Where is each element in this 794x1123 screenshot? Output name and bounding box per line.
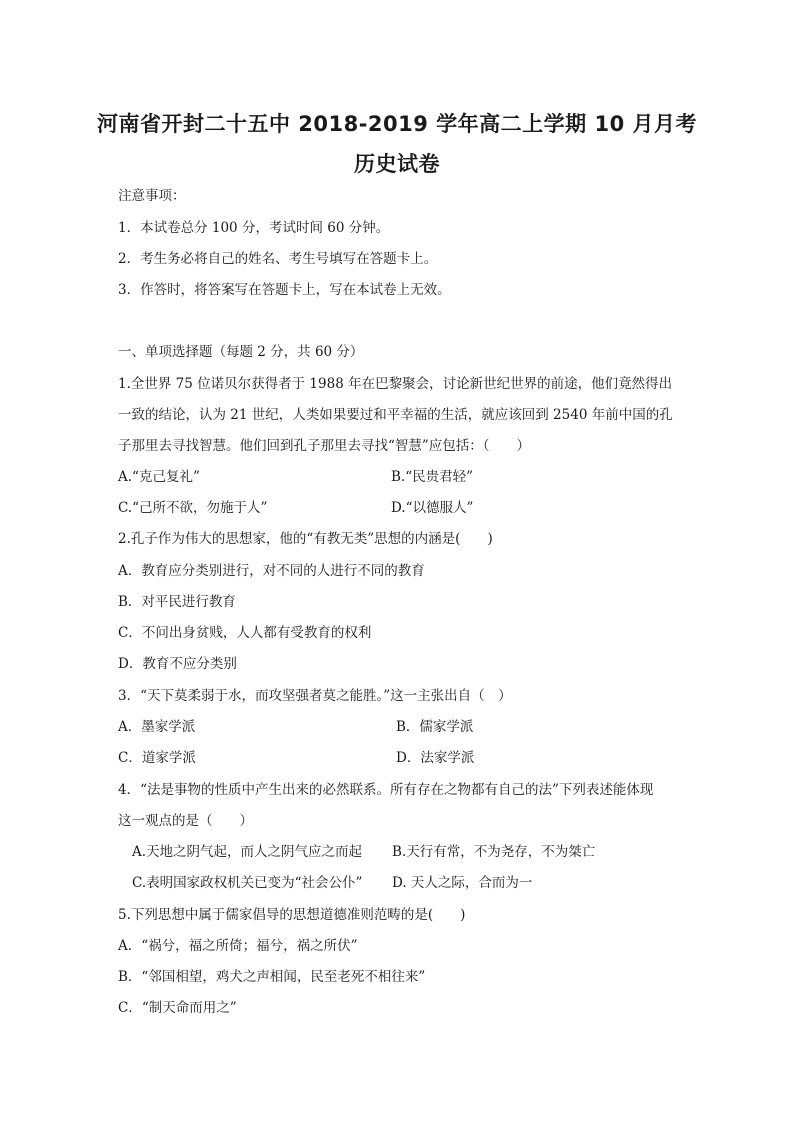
question-2-option-d: D．教育不应分类别: [118, 656, 237, 672]
question-1-option-a: A.“克己复礼”: [118, 469, 200, 485]
question-5-option-c: C．“制天命而用之”: [118, 1000, 237, 1016]
question-2-option-c: C．不问出身贫贱，人人都有受教育的权利: [118, 625, 372, 641]
notes-heading: 注意事项：: [118, 188, 186, 204]
question-1-option-c: C.“己所不欲，勿施于人”: [118, 500, 268, 516]
question-1-option-d: D.“以德服人”: [391, 500, 474, 516]
exam-title: 河南省开封二十五中 2018-2019 学年高二上学期 10 月月考: [96, 112, 698, 136]
question-5-option-a: A．“祸兮，福之所倚；福兮，祸之所伏”: [118, 938, 358, 954]
question-4-option-c: C.表明国家政权机关已变为“社会公仆”: [132, 875, 363, 891]
question-2-option-b: B．对平民进行教育: [118, 594, 236, 610]
exam-subtitle: 历史试卷: [354, 152, 440, 176]
question-4-option-b: B.天行有常，不为尧存，不为桀亡: [392, 844, 596, 860]
question-4-stem: 这一观点的是（ ）: [118, 813, 253, 829]
question-4-option-a: A.天地之阴气起，而人之阴气应之而起: [132, 844, 363, 860]
question-4-option-d: D. 天人之际，合而为一: [392, 875, 533, 891]
question-3-option-a: A．墨家学派: [118, 719, 196, 735]
question-3-option-c: C．道家学派: [118, 750, 196, 766]
question-2-stem: 2.孔子作为伟大的思想家，他的“有教无类”思想的内涵是( ): [118, 531, 493, 547]
question-3-stem: 3．“天下莫柔弱于水，而攻坚强者莫之能胜。”这一主张出自（ ）: [118, 688, 512, 704]
question-5-option-b: B．“邻国相望，鸡犬之声相闻，民至老死不相往来”: [118, 969, 426, 985]
section-heading: 一、单项选择题（每题 2 分，共 60 分）: [118, 344, 364, 360]
question-1-stem: 子那里去寻找智慧。他们回到孔子那里去寻找“智慧”应包括：（ ）: [118, 438, 531, 454]
question-1-stem: 一致的结论，认为 21 世纪，人类如果要过和平幸福的生活，就应该回到 2540 年前中国的孔: [118, 407, 673, 423]
question-3-option-d: D．法家学派: [396, 750, 475, 766]
question-4-stem: 4．“法是事物的性质中产生出来的必然联系。所有存在之物都有自己的法”下列表述能体现: [118, 782, 654, 798]
question-3-option-b: B．儒家学派: [396, 719, 474, 735]
question-1-option-b: B.“民贵君轻”: [391, 469, 474, 485]
note-item: 3．作答时，将答案写在答题卡上，写在本试卷上无效。: [118, 282, 451, 298]
question-1-stem: 1.全世界 75 位诺贝尔获得者于 1988 年在巴黎聚会，讨论新世纪世界的前途，他们竟然得出: [118, 376, 673, 392]
question-5-stem: 5.下列思想中属于儒家倡导的思想道德准则范畴的是( ): [118, 907, 466, 923]
note-item: 2．考生务必将自己的姓名、考生号填写在答题卡上。: [118, 251, 438, 267]
question-2-option-a: A．教育应分类别进行，对不同的人进行不同的教育: [118, 563, 425, 579]
note-item: 1．本试卷总分 100 分，考试时间 60 分钟。: [118, 220, 390, 236]
